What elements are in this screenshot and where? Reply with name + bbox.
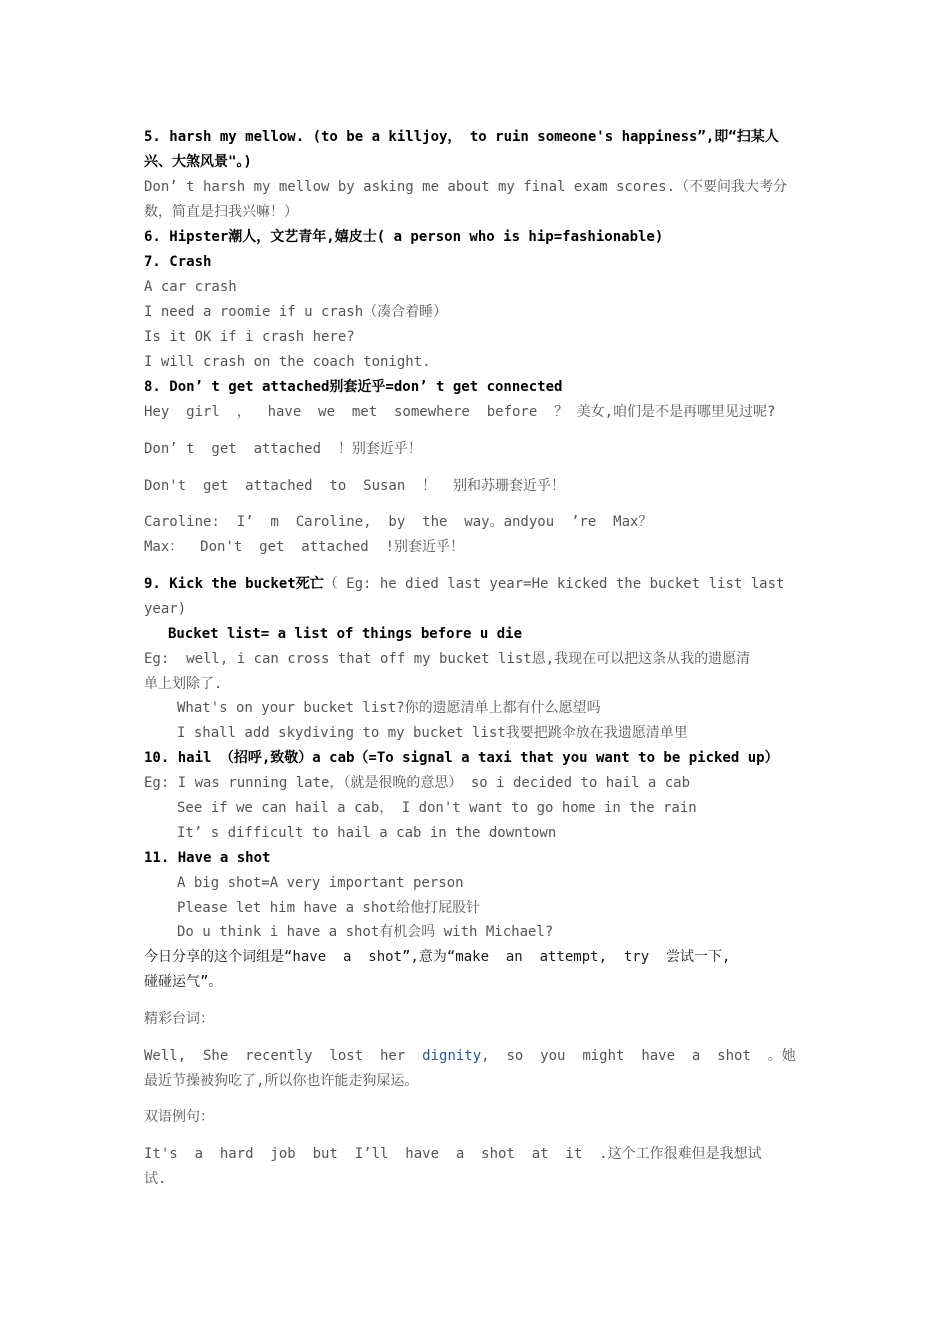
section-5-example-cont: 数，简直是扫我兴嘛！） [144, 204, 298, 220]
section-9-example-1-cont: 单上划除了. [144, 676, 223, 692]
section-8-title: 8. Don’ t get attached别套近乎=don’ t get connected [144, 379, 563, 395]
quote-line-2: 最近节操被狗吃了,所以你也许能走狗屎运。 [144, 1073, 419, 1089]
section-9-example-3: I shall add skydiving to my bucket list我要把跳伞放在我遗愿清单里 [177, 725, 688, 741]
section-9-title-cont: year) [144, 601, 187, 617]
section-5-example: Don’ t harsh my mellow by asking me about my final exam scores.（不要问我大考分 [144, 179, 788, 195]
section-10-example-2: See if we can hail a cab， I don't want to go home in the rain [177, 800, 697, 816]
bilingual-example-cont: 试. [144, 1171, 167, 1187]
section-7-example-2: I need a roomie if u crash（凑合着睡） [144, 304, 448, 320]
section-7-example-3: Is it OK if i crash here? [144, 329, 355, 345]
section-7-title: 7. Crash [144, 254, 212, 270]
section-9-subtitle: Bucket list= a list of things before u die [168, 626, 523, 642]
section-9-title-line [144, 575, 784, 595]
section-11-note-cont: 碰碰运气”。 [144, 974, 223, 990]
section-8-example-2: Don’ t get attached ！别套近乎！ [144, 441, 422, 457]
section-8-example-3: Don't get attached to Susan ！ 别和苏珊套近乎！ [144, 478, 566, 494]
section-10-example-1: Eg: I was running late，（就是很晚的意思） so i decided to hail a cab [144, 775, 691, 791]
section-8-example-4: Caroline: I’ m Caroline, by the way。andyou ’re Max？ [144, 514, 653, 530]
bilingual-heading: 双语例句： [144, 1109, 214, 1125]
section-11-example-3: Do u think i have a shot有机会吗 with Michael? [177, 924, 554, 940]
section-9-example-2: What's on your bucket list?你的遗愿清单上都有什么愿望吗 [177, 700, 601, 716]
section-10-example-3: It’ s difficult to hail a cab in the downtown [177, 825, 557, 841]
section-5-title: 5. harsh my mellow. (to be a killjoy， to ruin someone's happiness”,即“扫某人 [144, 129, 779, 145]
dignity-link[interactable]: dignity [422, 1048, 482, 1064]
section-6-title: 6. Hipster潮人，文艺青年,嬉皮士( a person who is hip=fashionable) [144, 229, 664, 245]
section-11-title: 11. Have a shot [144, 850, 271, 866]
section-11-example-2: Please let him have a shot给他打屁股针 [177, 900, 481, 916]
section-7-example-4: I will crash on the coach tonight. [144, 354, 431, 370]
section-8-example-1: Hey girl ， have we met somewhere before ？ 美女,咱们是不是再哪里见过呢? [144, 404, 776, 420]
section-9-title-note: （ Eg: he died last year=He kicked the bucket list last [323, 576, 785, 592]
section-9-example-1: Eg: well, i can cross that off my bucket list恩,我现在可以把这条从我的遗愿清 [144, 651, 751, 667]
section-11-note: 今日分享的这个词组是“have a shot”,意为“make an attempt, try 尝试一下, [144, 949, 731, 965]
section-7-example-1: A car crash [144, 279, 237, 295]
section-8-example-5: Max： Don't get attached !别套近乎！ [144, 539, 465, 555]
quote-line-1 [144, 1047, 796, 1067]
quote-text-a: Well, She recently lost her [144, 1048, 423, 1064]
section-10-title: 10. hail （招呼,致敬）a cab（=To signal a taxi that you want to be picked up） [144, 750, 779, 766]
section-11-example-1: A big shot=A very important person [177, 875, 464, 891]
quote-heading: 精彩台词： [144, 1011, 214, 1027]
section-5-title-cont: 兴、大煞风景"。) [144, 154, 252, 170]
bilingual-example: It's a hard job but I’ll have a shot at it .这个工作很难但是我想试 [144, 1146, 762, 1162]
quote-text-b: , so you might have a shot 。她 [481, 1048, 796, 1064]
section-9-title: 9. Kick the bucket死亡 [144, 576, 324, 592]
